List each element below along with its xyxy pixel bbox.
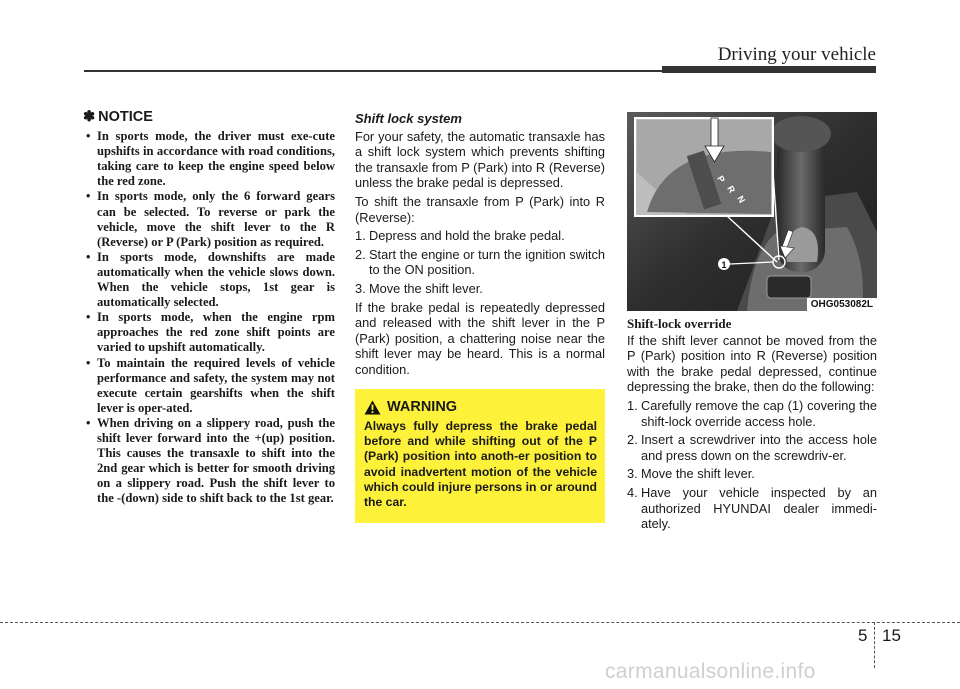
warning-text: Always fully depress the brake pedal before and while shifting out of the P (Park) position into anoth-er position to avoid inadvertent motion of the vehicle which could injure persons in or around the car. [364,419,597,510]
bullet-icon: • [86,355,91,370]
warning-box [355,389,605,523]
notice-star-icon: ✽ [83,109,96,125]
list-item: • In sports mode, the driver must exe-cute upshifts in accordance with road conditions, taking care to keep the engine speed below the red zone. [86,129,335,189]
gear-letter-n: N [735,194,748,205]
gear-letter-r: R [725,184,738,195]
header-rule-accent [662,66,876,73]
notice-section [83,110,335,506]
watermark: carmanualsonline.info [605,660,816,683]
list-item: 2. Insert a screwdriver into the access hole and press down on the screwdriv-er. [627,432,877,463]
bullet-icon: • [86,249,91,264]
warning-heading [364,399,597,415]
bullet-icon: • [86,310,91,325]
bullet-icon: • [86,129,91,144]
footer-rule [0,622,960,623]
list-item: • When driving on a slippery road, push the shift lever forward into the +(up) position. This causes the transaxle to shift into the 2nd gear which is better for smooth driving on a slippery road. Push the shift lever to the -(down) side to shift back to the 1st gear. [86,415,335,506]
shift-lock-note: If the brake pedal is repeatedly depressed and released with the shift lever in the P (Park) position, a chattering noise near the shift lever may be heard. This is a normal condition. [355,299,605,377]
list-item: 2. Start the engine or turn the ignition switch to the ON position. [355,246,605,278]
override-title: Shift-lock override [627,316,732,331]
list-item: • In sports mode, when the engine rpm approaches the red zone shift points are varied to upshift automatically. [86,310,335,355]
notice-heading [83,110,335,125]
shift-lever-photo [627,112,877,311]
shift-lock-steps [355,228,605,296]
override-steps [627,398,877,532]
figure-code: OHG053082L [807,298,877,311]
list-item: 1. Carefully remove the cap (1) covering the shift-lock override access hole. [627,397,877,429]
warning-triangle-icon [364,400,381,415]
override-intro: If the shift lever cannot be moved from the P (Park) position into R (Reverse) position with the brake pedal depressed, continue depressing the brake, then do the following: [627,332,877,395]
list-item: • To maintain the required levels of vehicle performance and safety, the system may not execute certain gearshifts when the shift lever is oper-ated. [86,355,335,415]
shift-lever-illustration [627,112,877,311]
list-item: 4. Have your vehicle inspected by an authorized HYUNDAI dealer immedi-ately. [627,484,877,532]
notice-list [83,129,335,506]
shift-lock-title: Shift lock system [355,111,462,126]
shift-lock-intro: For your safety, the automatic transaxle has a shift lock system which prevents shifting the transaxle from P (Park) into R (Reverse) unless the brake pedal is depressed. [355,128,605,191]
chapter-number: 5 [858,626,868,645]
callout-number: 1 [721,260,727,270]
override-section [627,316,877,535]
header-rule [84,70,662,72]
bullet-icon: • [86,415,91,430]
gear-letter-p: P [715,174,727,185]
warning-title: WARNING [387,399,458,415]
page-number: 15 [882,626,901,645]
footer-divider [874,622,875,668]
shift-lock-lead: To shift the transaxle from P (Park) into R (Reverse): [355,193,605,225]
list-item: 1. Depress and hold the brake pedal. [355,228,565,244]
list-item: • In sports mode, downshifts are made automatically when the vehicle slows down. When the vehicle stops, 1st gear is automatically selected. [86,249,335,310]
notice-title: NOTICE [98,109,153,125]
list-item: • In sports mode, only the 6 forward gears can be selected. To reverse or park the vehicle, move the shift lever to the R (Reverse) or P (Park) position as required. [86,189,335,249]
list-item: 3. Move the shift lever. [627,466,755,482]
shift-lock-section [355,111,605,381]
list-item: 3. Move the shift lever. [355,280,483,296]
header-title: Driving your vehicle [717,44,876,65]
bullet-icon: • [86,189,91,204]
